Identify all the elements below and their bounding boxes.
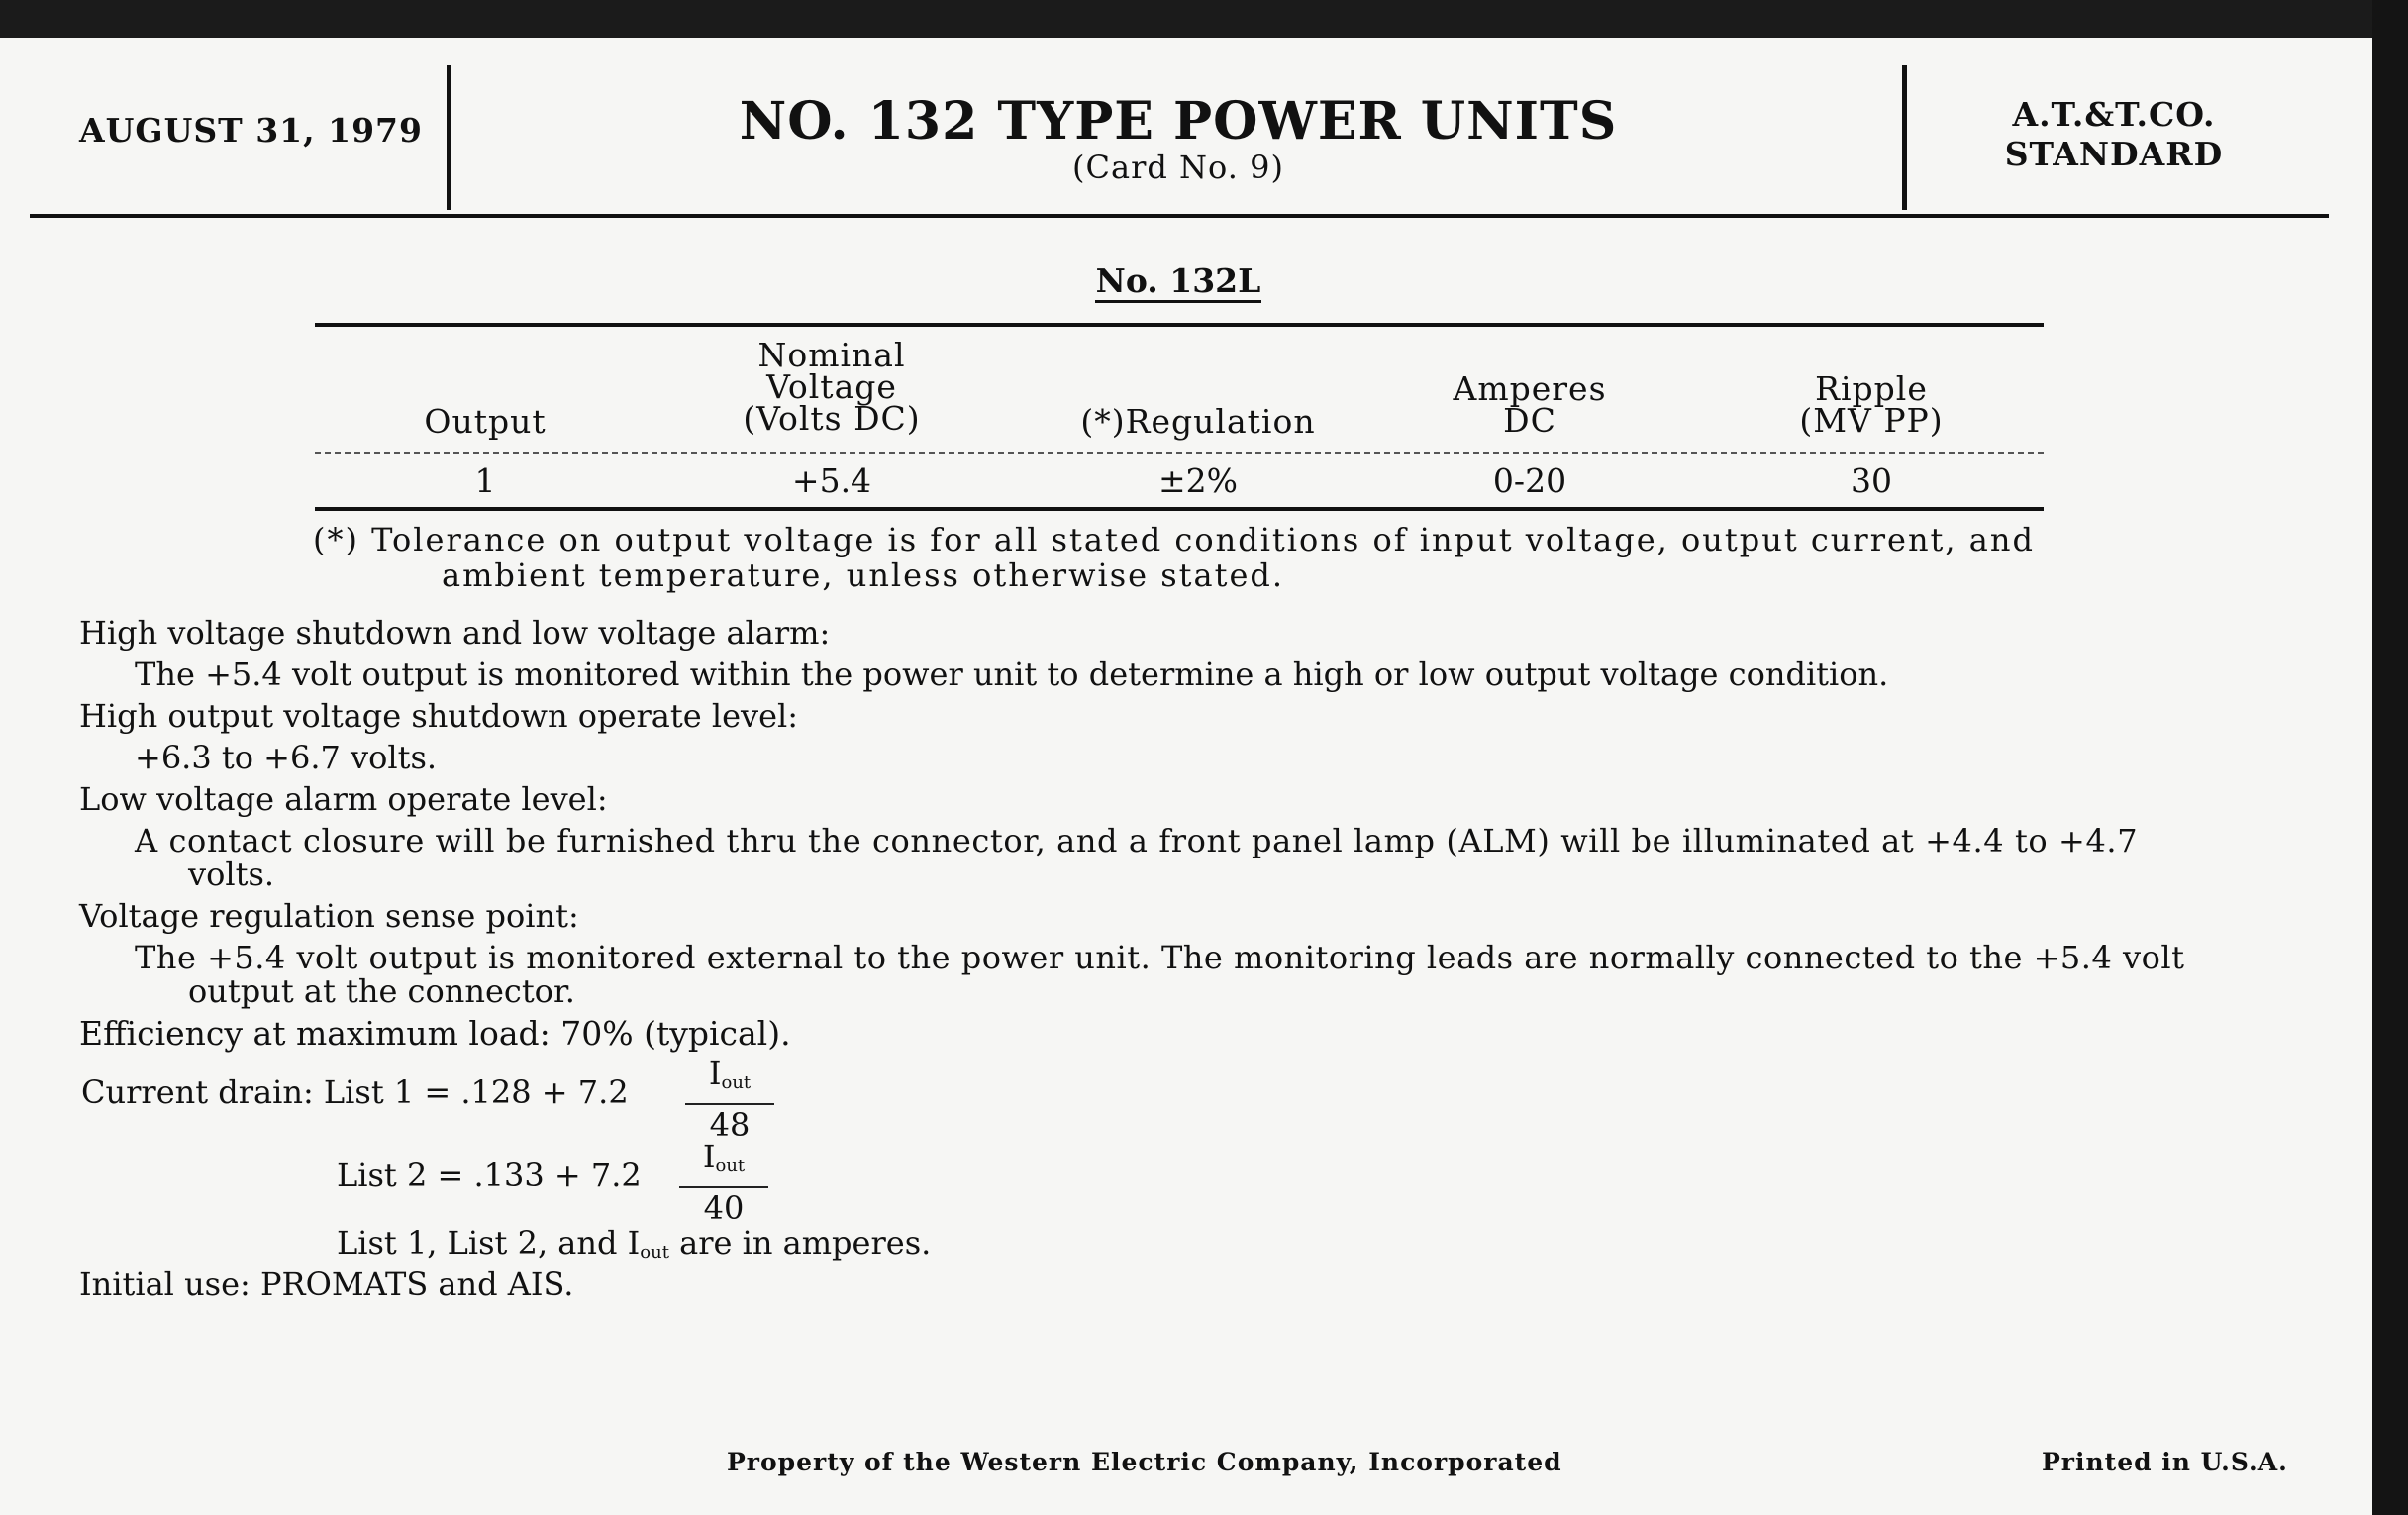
page-title: NO. 132 TYPE POWER UNITS (739, 91, 1618, 152)
paragraph-monitoring: The +5.4 volt output is monitored within the power unit to determine a high or low output voltage condition. (135, 656, 1889, 693)
heading-sense-point: Voltage regulation sense point: (79, 897, 579, 935)
caption-underline (1095, 300, 1261, 303)
paragraph-sense-line-1: The +5.4 volt output is monitored external to the power unit. The monitoring leads are normally connected to the +5.4 volt (135, 939, 2185, 976)
table-top-rule (315, 323, 2044, 327)
initial-use-text: Initial use: PROMATS and AIS. (79, 1265, 574, 1303)
scan-top-edge (0, 0, 2408, 38)
table-header-divider (315, 452, 2044, 454)
fraction-list-1: Iout 48 (685, 1056, 774, 1145)
current-drain-list-1: Current drain: List 1 = .128 + 7.2 (81, 1073, 629, 1111)
cell-regulation: ±2% (1157, 461, 1238, 500)
table-bottom-rule (315, 507, 2044, 511)
col-header-regulation: (*)Regulation (1080, 402, 1316, 441)
col-header-amperes: Amperes DC (1453, 369, 1607, 440)
col-header-output: Output (424, 402, 547, 441)
cell-ripple: 30 (1851, 461, 1892, 500)
footer-property: Property of the Western Electric Company, Incorporated (727, 1448, 1562, 1476)
tolerance-note-line-2: ambient temperature, unless otherwise stated. (442, 556, 1285, 594)
heading-shutdown-level: High output voltage shutdown operate level: (79, 697, 799, 735)
cell-output: 1 (474, 461, 496, 500)
footer-printed: Printed in U.S.A. (2042, 1448, 2288, 1476)
table-caption: No. 132L (1095, 261, 1261, 300)
fraction-list-2: Iout 40 (679, 1139, 768, 1228)
current-drain-list-2: List 2 = .133 + 7.2 (337, 1157, 642, 1194)
tolerance-note-line-1: (*) Tolerance on output voltage is for all stated conditions of input voltage, output current, and (313, 521, 2035, 558)
heading-high-voltage-shutdown: High voltage shutdown and low voltage alarm: (79, 614, 831, 652)
paragraph-alarm-line-1: A contact closure will be furnished thru the connector, and a front panel lamp (ALM) will be illuminated at +4.4 to +4.7 (135, 822, 2139, 859)
paragraph-sense-line-2: output at the connector. (188, 972, 575, 1010)
scan-right-edge (2372, 0, 2408, 1515)
header-divider-right (1902, 65, 1907, 210)
efficiency-text: Efficiency at maximum load: 70% (typical). (79, 1014, 791, 1053)
header-date: AUGUST 31, 1979 (79, 111, 423, 150)
standard-line-2: STANDARD (2004, 135, 2224, 173)
header-divider-left (447, 65, 452, 210)
header-rule (30, 214, 2329, 218)
cell-amperes: 0-20 (1492, 461, 1567, 500)
paragraph-shutdown-level: +6.3 to +6.7 volts. (135, 739, 438, 776)
col-header-voltage: Nominal Voltage (Volts DC) (743, 336, 921, 438)
heading-alarm-level: Low voltage alarm operate level: (79, 780, 608, 818)
col-header-ripple: Ripple (MV PP) (1799, 369, 1944, 440)
standard-label (1941, 95, 2287, 174)
card-number: (Card No. 9) (1072, 149, 1284, 186)
standard-line-1: A.T.&T.CO. (2012, 95, 2216, 134)
units-note: List 1, List 2, and Iout are in amperes. (337, 1224, 932, 1262)
cell-voltage: +5.4 (791, 461, 872, 500)
paragraph-alarm-line-2: volts. (188, 856, 275, 893)
